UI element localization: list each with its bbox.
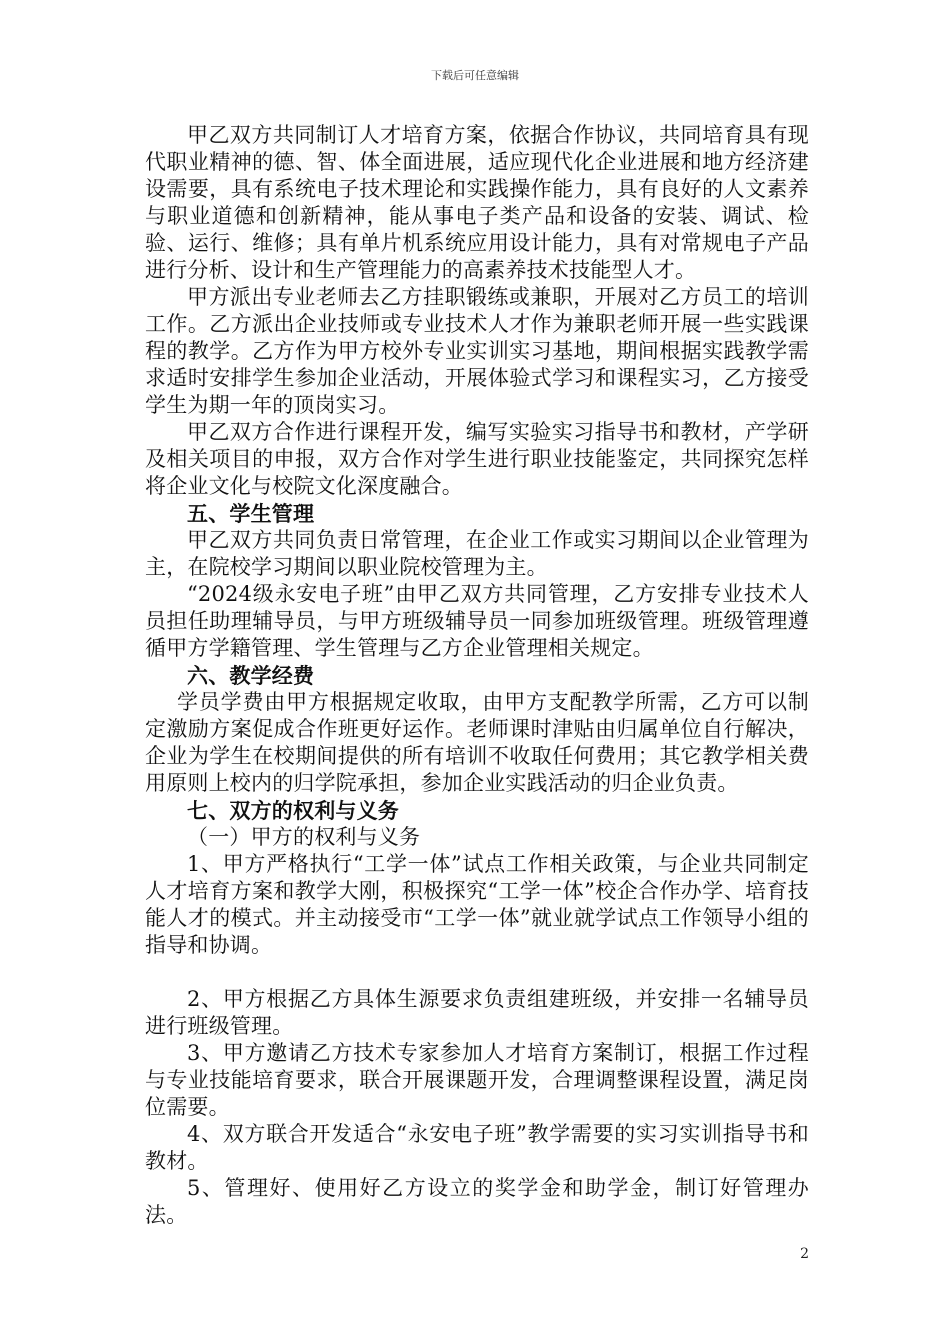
section-heading-rights-obligations: 七、双方的权利与义务 xyxy=(187,798,399,823)
paragraph-teacher-exchange: 甲方派出专业老师去乙方挂职锻练或兼职，开展对乙方员工的培训工作。乙方派出企业技师或专业技术人才作为兼职老师开展一些实践课程的教学。乙方作为甲方校外专业实训实习基地，期间根据实践教学需求适时安排学生参加企业活动，开展体验式学习和课程实习，乙方接受学生为期一年的顶岗实习。 xyxy=(145,285,809,417)
sub-heading-party-a: （一）甲方的权利与义务 xyxy=(187,825,421,849)
list-item-5: 5、管理好、使用好乙方设立的奖学金和助学金，制订好管理办法。 xyxy=(145,1176,809,1227)
paragraph-class-management: “2024级永安电子班”由甲乙双方共同管理，乙方安排专业技术人员担任助理辅导员，与甲方班级辅导员一同参加班级管理。班级管理遵循甲方学籍管理、学生管理与乙方企业管理相关规定。 xyxy=(145,582,809,660)
paragraph-training-plan: 甲乙双方共同制订人才培育方案，依据合作协议，共同培育具有现代职业精神的德、智、体全面进展，适应现代化企业进展和地方经济建设需要，具有系统电子技术理论和实践操作能力，具有良好的人文素养与职业道德和创新精神，能从事电子类产品和设备的安装、调试、检验、运行、维修；具有单片机系统应用设计能力，具有对常规电子产品进行分析、设计和生产管理能力的高素养技术技能型人才。 xyxy=(145,123,809,282)
list-item-3: 3、甲方邀请乙方技术专家参加人才培育方案制订，根据工作过程与专业技能培育要求，联合开展课题开发，合理调整课程设置，满足岗位需要。 xyxy=(145,1041,809,1119)
list-item-2: 2、甲方根据乙方具体生源要求负责组建班级，并安排一名辅导员进行班级管理。 xyxy=(145,987,809,1038)
section-heading-teaching-funds: 六、教学经费 xyxy=(187,663,315,688)
blank-line xyxy=(145,959,809,986)
page-number: 2 xyxy=(800,1246,809,1262)
list-item-4: 4、双方联合开发适合“永安电子班”教学需要的实习实训指导书和教材。 xyxy=(145,1122,809,1173)
paragraph-course-development: 甲乙双方合作进行课程开发，编写实验实习指导书和教材，产学研及相关项目的申报，双方合作对学生进行职业技能鉴定，共同探究怎样将企业文化与校院文化深度融合。 xyxy=(145,420,809,498)
document-body xyxy=(145,122,809,1229)
header-note: 下载后可任意编辑 xyxy=(431,69,519,82)
paragraph-tuition: 学员学费由甲方根据规定收取，由甲方支配教学所需，乙方可以制定激励方案促成合作班更好运作。老师课时津贴由归属单位自行解决，企业为学生在校期间提供的所有培训不收取任何费用；其它教学相关费用原则上校内的归学院承担，参加企业实践活动的归企业负责。 xyxy=(145,690,809,795)
section-heading-student-management: 五、学生管理 xyxy=(187,501,315,526)
list-item-1: 1、甲方严格执行“工学一体”试点工作相关政策，与企业共同制定人才培育方案和教学大刚，积极探究“工学一体”校企合作办学、培育技能人才的模式。并主动接受市“工学一体”就业就学试点工作领导小组的指导和协调。 xyxy=(145,852,809,957)
paragraph-daily-management: 甲乙双方共同负责日常管理，在企业工作或实习期间以企业管理为主，在院校学习期间以职业院校管理为主。 xyxy=(145,528,809,579)
